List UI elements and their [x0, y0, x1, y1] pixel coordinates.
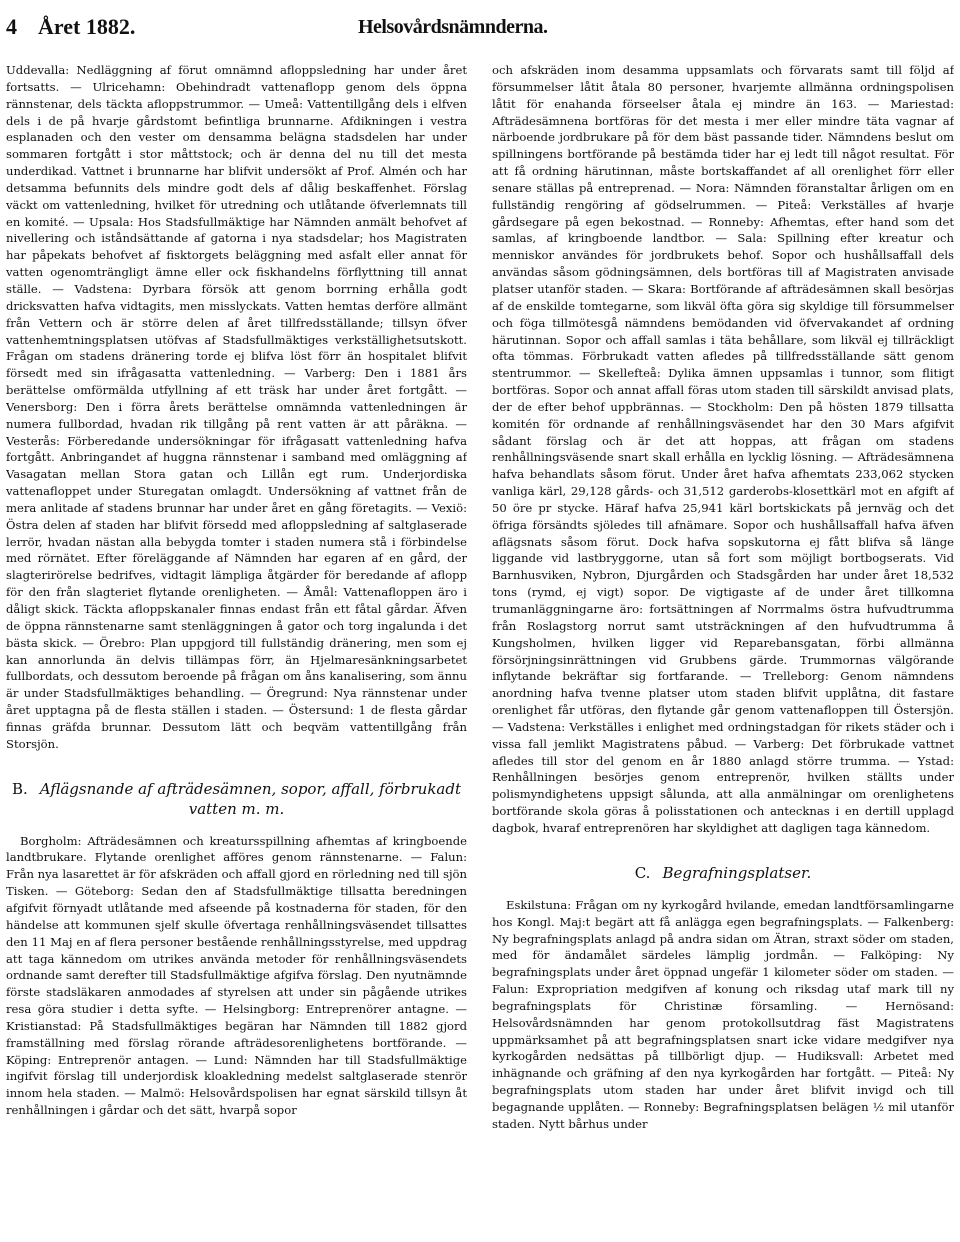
page-header — [0, 0, 960, 40]
section-gap — [6, 753, 467, 779]
section-c-title: Begrafningsplatser. — [662, 863, 812, 882]
left-paragraph-water: Uddevalla: Nedläggning af förut omnämnd afloppsledning har under året fortsatts. — Ulricehamn: Obehindradt vattenaflopp genom dels öppna rännstenar, dels täckta afloppstrummor. — Umeå: Vattentillgång dels i elfven dels i de på hvarje gårdstomt befintliga brunnarne. Afdikningen i vestra esplanaden och den vester om densamma belägna stadsdelen har under sommaren fortgått i stor måttstock; och är denna del nu till det mesta underdikad. Vattnet i brunnarne har blifvit undersökt af Prof. Almén och har detsamma befunnits dels mindre godt dels af dålig beskaffenhet. Förslag väckt om vattenledning, hvilket för utredning och utlåtande öfverlemnats till en komité. — Upsala: Hos Stadsfullmäktige har Nämnden anmält behofvet af nivellering och iståndsättande af gatorna i nya stadsdelar; hos Magistraten har påpekats behofvet af fisktorgets beläggning med asfalt eller annat för vatten ogenomträngligt ämne eller ock fiskhandelns förflyttning till annat ställe. — Vadstena: Dyrbara försök att genom borrning erhålla godt dricksvatten hafva vidtagits, men misslyckats. Vatten hemtas derföre allmänt från Vettern och är större delen af året tillfredsställande; tillsyn öfver vattenhemtningsplatsen utöfvas af Stadsfullmäktiges verkställighetsutskott. Frågan om stadens dränering torde ej blifva löst förr än hospitalet blifvit försedt med sin ifrågasatta vattenledning. — Varberg: Den i 1881 års berättelse omförmälda utfyllning af ett träsk har under året fortgått. — Venersborg: Den i förra årets berättelse omnämnda vattenledningen är numera fullbordad, hvadan rik tillgång på rent vatten är att påräkna. — Vesterås: Förberedande undersökningar för ifrågasatt vattenledning hafva fortgått. Anbringandet af huggna rännstenar i samband med omläggning af Vasagatan mellan Stora gatan och Lillån egt rum. Underjordiska vattenafloppet under Sturegatan omlagdt. Undersökning af vattnet från de mera anlitade af stadens brunnar har under året en gång företagits. — Vexiö: Östra delen af staden har blifvit försedd med afloppsledning af saltglaserade lerrör, hvadan nästan alla bebygda tomter i staden numera stå i förbindelse med rörnätet. Efter föreläggande af Nämnden har egaren af en gård, der slagterirörelse bedrifves, vidtagit lämpliga åtgärder för beredande af aflopp för den från slagteriet flytande orenligheten. — Åmål: Vattenafloppen äro i dåligt skick. Täckta afloppskanaler finnas endast från ett fåtal gårdar. Äfven de öppna rännstenarne samt stenläggningen å gator och torg ingalunda i det bästa skick. — Örebro: Plan uppgjord till fullständig dränering, men som ej kan annorlunda än delvis tillämpas förr, än Hjelmaresänkningsarbetet fullbordats, och dessutom beroende på frågan om åns kanalisering, som ännu är under Stadsfullmäktiges behandling. — Öregrund: Nya rännstenar under året upptagna på de flesta ställen i staden. — Östersund: 1 de flesta gårdar finnas gräfda brunnar. Dessutom lätt och beqväm vattentillgång från Storsjön. — [6, 63, 467, 751]
running-title-right: Helsovårdsnämnderna. — [358, 16, 548, 38]
section-gap — [6, 819, 467, 833]
left-paragraph-waste: Borgholm: Afträdesämnen och kreatursspillning afhemtas af kringboende landtbrukare. Flytande orenlighet afföres genom rännstenarne. — Falun: Från nya lasarettet är för afskräden och affall gjord en rörledning ned till sjön Tisken. — Göteborg: Sedan den af Stadsfullmäktige tillsatta beredningen afgifvit förnyadt utlåtande med afseende på kostnaderna för staden, för den händelse att kommunen sjelf skulle öfvertaga renhållningsväsendet tillsattes den 11 Maj en af flera personer bestående renhållningsstyrelse, med uppdrag att taga kännedom om utrikes använda metoder för renhållningsväsendets ordnande samt derefter till Stadsfullmäktige afgifva förslag. Den nyutnämnde förste stadsläkaren anmodades af styrelsen att under sin pågående utrikes resa göra studier i detta syfte. — Helsingborg: Entreprenörer antagne. — Kristianstad: På Stadsfullmäktiges begäran har Nämnden till 1882 gjord framställning med förslag rörande afträdesorenlighetens bortförande. — Köping: Entreprenör antagen. — Lund: Nämnden har till Stadsfullmäktige ingifvit förslag till underjordisk kloakledning medelst saltglaserade stenrör innom hela staden. — Malmö: Helsovårdspolisen har egnat särskild tillsyn åt renhållningen i gårdar och det sätt, hvarpå sopor — [6, 833, 467, 1118]
section-b-label: B. — [11, 779, 28, 798]
section-c-heading — [492, 863, 954, 883]
right-paragraph-burial: Eskilstuna: Frågan om ny kyrkogård hvilande, emedan landtförsamlingarne hos Kongl. Maj:t begärt att få anlägga egen begrafningsplats. — Falkenberg: Ny begrafningsplats anlagd på andra sidan om Ätran, straxt söder om staden, med för ändamålet särdeles lämplig jordmån. — Falköping: Ny begrafningsplats under året öppnad ungefär 1 kilometer söder om staden. — Falun: Expropriation medgifven af konung och riksdag utaf mark till ny begrafningsplats för Christinæ församling. — Hernösand: Helsovårdsnämnden har genom protokollsutdrag fäst Magistratens uppmärksamhet på att begrafningsplatsen snart icke vidare medgifver nya kyrkogården nedsättas på tillbörligt djup. — Hudiksvall: Arbetet med inhägnande och gräfning af den nya kyrkogården har fortgått. — Piteå: Ny begrafningsplats utom staden har under året blifvit invigd och till begagnande upplåten. — Ronneby: Begrafningsplatsen belägen ½ mil utanför staden. Nytt bårhus under — [492, 897, 954, 1131]
right-paragraph-waste: och afskräden inom desamma uppsamlats och förvarats samt till följd af försummelser låtit åtala 80 personer, hvarjemte allmänna ordningspolisen låtit för enahanda förseelser åtala ej mindre än 163. — Mariestad: Afträdesämnena bortföras för det mesta i mer eller mindre täta vagnar af närboende jordbrukare på för dem bäst passande tider. Nämndens beslut om spillningens bortförande på bestämda tider har ej ledt till något resultat. För att få ordning härutinnan, måste bortskaffandet af all orenlighet förr eller senare ställas på entreprenad. — Nora: Nämnden föranstaltar årligen om en fullständig rengöring af gödselrummen. — Piteå: Verkställes af hvarje gårdsegare på egen bekostnad. — Ronneby: Afhemtas, efter hand som det samlas, af kringboende landtbor. — Sala: Spillning efter kreatur och menniskor användes för jordbrukets behof. Sopor och hushållsaffall dels användas såsom gödningsämnen, dels bortföras till af Magistraten anvisade platser utanför staden. — Skara: Bortförande af afträdesämnen skall besörjas af de enskilde tomtegarne, som likväl öfta göra sig skyldige till försummelser och föga tillmötesgå nämndens bemödanden vid öfvervakandet af ordning härutinnan. Sopor och affall samlas i täta behållare, som likväl ej tillräckligt ofta tömmas. Förbrukadt vatten afledes på tillfredsställande sätt genom stentrummor. — Skellefteå: Dylika ämnen uppsamlas i tunnor, som flitigt bortföras. Sopor och annat affall föras utom staden till särskildt anvisad plats, der de efter behof uppbrännas. — Stockholm: Den på hösten 1879 tillsatta komitén för ordnande af renhållningsväsendet har den 30 Mars afgifvit sådant förslag och är det att hoppas, att frågan om stadens renhållningsväsende snart skall erhålla en lycklig lösning. — Afträdesämnena hafva behandlats såsom förut. Under året hafva afhemtats 233,062 stycken vanliga kärl, 29,128 gårds- och 31,512 garderobs-klosettkärl mot en afgift af 50 öre pr stycke. Häraf hafva 25,941 kärl bortskickats på jernväg och det öfriga försändts sjöledes till afnämare. Sopor och hushållsaffall hafva äfven aflägsnats såsom förut. Dock hafva sopskutorna ej fått blifva så länge liggande vid lastbryggorne, utan så fort som möjligt bortbogserats. Vid Barnhusviken, Nybron, Djurgården och Stadsgården har under året 18,532 tons (rymd, ej vigt) sopor. De vigtigaste af de under året tillkomna trumanläggningarne äro: fortsättningen af Norrmalms östra hufvudtrumma från Roslagstorg norrut samt utsträckningen af den hufvudtrumma å Kungsholmen, hvilken ligger vid Reparebansgatan, förbi allmänna försörjningsinrättningen vid Grubbens gärde. Trummornas välgörande inflytande bekräftar sig fortfarande. — Trelleborg: Genom nämndens anordning hafva tvenne platser utom staden blifvit upplåtna, dit fastare orenlighet får utföras, den flytande går genom vattenafloppen till Östersjön. — Vadstena: Verkställes i enlighet med ordningstadgan för rikets städer och i vissa fall jemlikt Magistratens påbud. — Varberg: Det förbrukade vattnet afledes till stor del genom en år 1880 anlagd större trumma. — Ystad: Renhållningen besörjes genom entreprenör, hvilken ställts under polismyndighetens uppsigt sålunda, att alla anmälningar om orenlighetens bortförande skola göras å polisstationen och antecknas i en dertill upplagd dagbok, hvaraf entreprenören har skyldighet att dagligen taga kännedom. — [492, 63, 954, 835]
section-gap — [492, 883, 954, 897]
page-number: 4 — [6, 14, 17, 39]
section-c-label: C. — [634, 863, 651, 882]
section-b-heading — [6, 779, 467, 819]
left-column — [6, 62, 467, 1234]
section-gap — [492, 837, 954, 863]
section-b-title: Aflägsnande af afträdesämnen, sopor, affall, förbrukadt vatten m. m. — [39, 779, 461, 818]
right-column — [492, 62, 954, 1234]
running-title: Året 1882. — [38, 14, 136, 39]
